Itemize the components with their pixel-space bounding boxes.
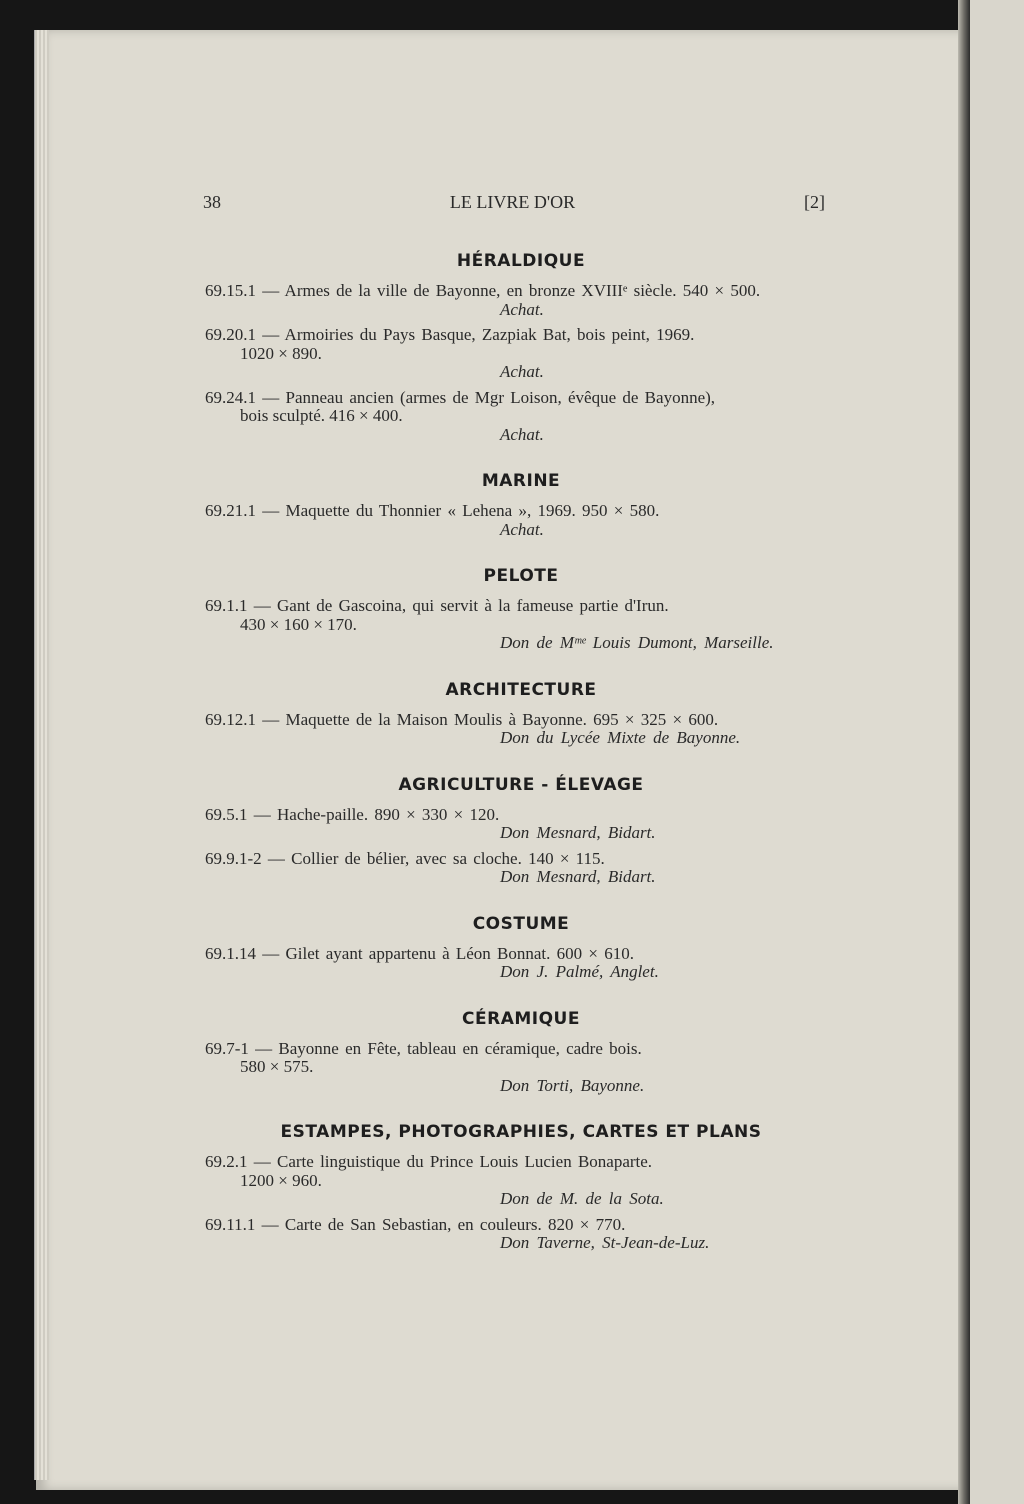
section-title: CÉRAMIQUE: [462, 1008, 580, 1029]
catalogue-section: [205, 913, 837, 982]
catalogue-content: [205, 250, 837, 1260]
catalogue-entry: [205, 945, 837, 982]
catalogue-entry: [205, 850, 837, 887]
catalogue-entry: [205, 326, 837, 382]
section-mark: [2]: [803, 192, 825, 212]
section-title: MARINE: [481, 471, 561, 491]
entry-description: 69.2.1 — Carte linguistique du Prince Louis Lucien Bonaparte.: [205, 1152, 653, 1171]
entry-provenance: Don Taverne, St-Jean-de-Luz.: [500, 1233, 710, 1252]
section-title: PELOTE: [483, 566, 559, 586]
entry-dimensions: 430 × 160 × 170.: [240, 614, 357, 634]
catalogue-entry: [205, 711, 837, 748]
catalogue-entry: [205, 282, 837, 319]
entry-dimensions: bois sculpté. 416 × 400.: [240, 406, 403, 425]
catalogue-section: [205, 774, 837, 887]
catalogue-entry: [205, 806, 837, 843]
section-title: HÉRALDIQUE: [456, 251, 586, 271]
facing-page: [970, 0, 1024, 1504]
entry-description: 69.5.1 — Hache-paille. 890 × 330 × 120.: [205, 804, 500, 824]
section-title: AGRICULTURE - ÉLEVAGE: [398, 774, 644, 795]
entry-description: 69.7-1 — Bayonne en Fête, tableau en céramique, cadre bois.: [205, 1038, 642, 1058]
catalogue-section: [205, 250, 837, 444]
catalogue-section: [205, 565, 837, 653]
page-number: 38: [203, 192, 221, 212]
entry-description: 69.21.1 — Maquette du Thonnier « Lehena », 1969. 950 × 580.: [205, 501, 660, 520]
entry-provenance: Don J. Palmé, Anglet.: [500, 962, 659, 981]
catalogue-entry: [205, 597, 837, 653]
running-header: [203, 192, 825, 213]
section-title: COSTUME: [472, 913, 570, 934]
catalogue-entry: [205, 1040, 837, 1096]
entry-provenance: Don Torti, Bayonne.: [500, 1075, 645, 1095]
entry-description: 69.12.1 — Maquette de la Maison Moulis à Bayonne. 695 × 325 × 600.: [205, 709, 719, 729]
page-edges: [34, 30, 49, 1480]
entry-description: 69.1.1 — Gant de Gascoina, qui servit à la fameuse partie d'Irun.: [205, 596, 669, 615]
section-title: ESTAMPES, PHOTOGRAPHIES, CARTES ET PLANS: [280, 1122, 762, 1142]
entry-description: 69.9.1-2 — Collier de bélier, avec sa cloche. 140 × 115.: [205, 848, 605, 868]
catalogue-entry: [205, 502, 837, 539]
entry-dimensions: 1200 × 960.: [240, 1170, 322, 1190]
entry-provenance: Don de M. de la Sota.: [500, 1189, 664, 1208]
catalogue-entry: [205, 389, 837, 445]
catalogue-section: [205, 1121, 837, 1253]
entry-provenance: Don Mesnard, Bidart.: [500, 823, 656, 842]
catalogue-entry: [205, 1153, 837, 1209]
book-gutter: [958, 0, 970, 1504]
entry-provenance: Don de Mᵐᵉ Louis Dumont, Marseille.: [500, 633, 774, 652]
entry-dimensions: 580 × 575.: [240, 1057, 314, 1076]
entry-provenance: Don Mesnard, Bidart.: [500, 867, 656, 886]
catalogue-section: [205, 470, 837, 539]
entry-description: 69.20.1 — Armoiries du Pays Basque, Zazpiak Bat, bois peint, 1969.: [205, 325, 695, 344]
catalogue-section: [205, 679, 837, 748]
entry-provenance: Don du Lycée Mixte de Bayonne.: [500, 728, 741, 747]
entry-description: 69.24.1 — Panneau ancien (armes de Mgr Loison, évêque de Bayonne),: [205, 387, 716, 407]
section-title: ARCHITECTURE: [445, 679, 597, 700]
entry-provenance: Achat.: [500, 362, 544, 381]
entry-provenance: Achat.: [500, 424, 544, 444]
running-title: LE LIVRE D'OR: [449, 192, 576, 212]
entry-description: 69.11.1 — Carte de San Sebastian, en couleurs. 820 × 770.: [205, 1214, 626, 1234]
entry-provenance: Achat.: [500, 299, 544, 319]
entry-description: 69.15.1 — Armes de la ville de Bayonne, en bronze XVIIIᵉ siècle. 540 × 500.: [205, 281, 761, 300]
entry-dimensions: 1020 × 890.: [240, 343, 322, 363]
catalogue-entry: [205, 1216, 837, 1253]
entry-description: 69.1.14 — Gilet ayant appartenu à Léon Bonnat. 600 × 610.: [205, 943, 634, 963]
catalogue-section: [205, 1008, 837, 1096]
entry-provenance: Achat.: [500, 519, 544, 539]
